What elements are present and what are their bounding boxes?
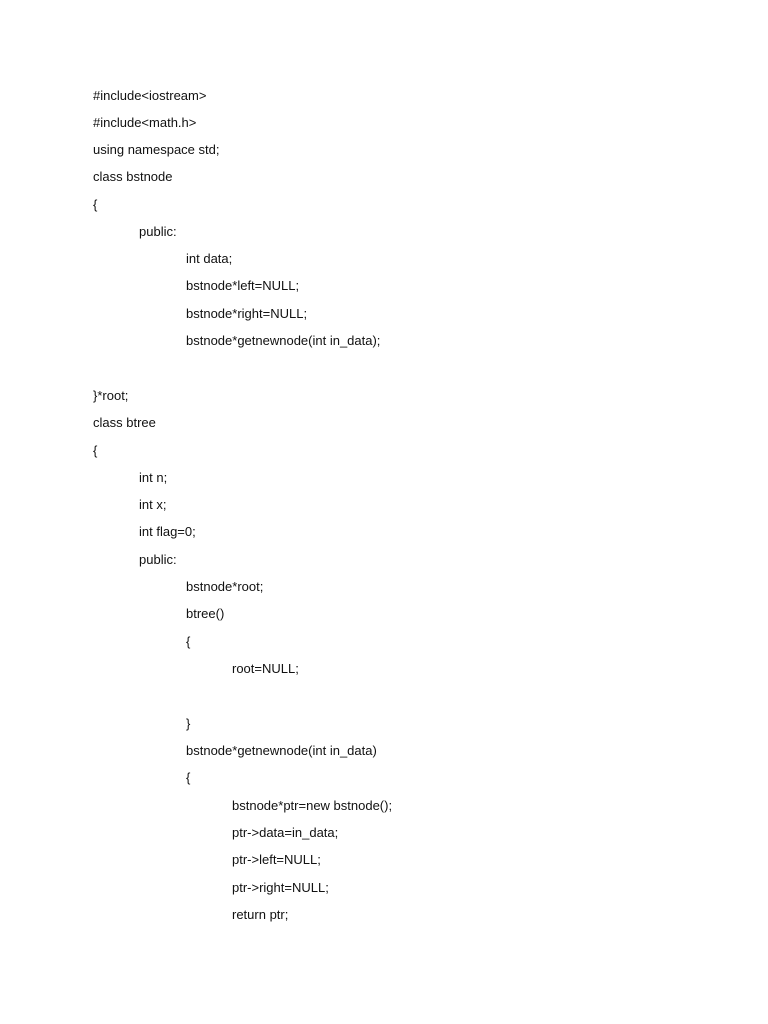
- code-line: ptr->left=NULL;: [232, 852, 321, 867]
- code-line: {: [186, 634, 191, 649]
- code-line: {: [93, 443, 98, 458]
- code-line: using namespace std;: [93, 142, 220, 157]
- code-line: bstnode*ptr=new bstnode();: [232, 798, 393, 813]
- code-line: #include<math.h>: [93, 115, 197, 130]
- code-line: class bstnode: [93, 169, 173, 184]
- code-line: int data;: [186, 251, 233, 266]
- code-line: bstnode*root;: [186, 579, 264, 594]
- code-line: ptr->right=NULL;: [232, 880, 329, 895]
- code-line: bstnode*right=NULL;: [186, 306, 308, 321]
- code-line: class btree: [93, 415, 156, 430]
- code-line: return ptr;: [232, 907, 289, 922]
- code-line: int flag=0;: [139, 524, 196, 539]
- code-line: public:: [139, 224, 177, 239]
- code-line: btree(): [186, 606, 225, 621]
- code-line: int n;: [139, 470, 168, 485]
- code-line: #include<iostream>: [93, 88, 207, 103]
- code-line: ptr->data=in_data;: [232, 825, 339, 840]
- code-line: int x;: [139, 497, 167, 512]
- code-line: }*root;: [93, 388, 129, 403]
- code-line: }: [186, 716, 191, 731]
- code-line: {: [93, 197, 98, 212]
- code-line: bstnode*getnewnode(int in_data): [186, 743, 377, 758]
- code-line: bstnode*getnewnode(int in_data);: [186, 333, 381, 348]
- code-line: public:: [139, 552, 177, 567]
- code-line: root=NULL;: [232, 661, 299, 676]
- code-line: bstnode*left=NULL;: [186, 278, 300, 293]
- code-line: {: [186, 770, 191, 785]
